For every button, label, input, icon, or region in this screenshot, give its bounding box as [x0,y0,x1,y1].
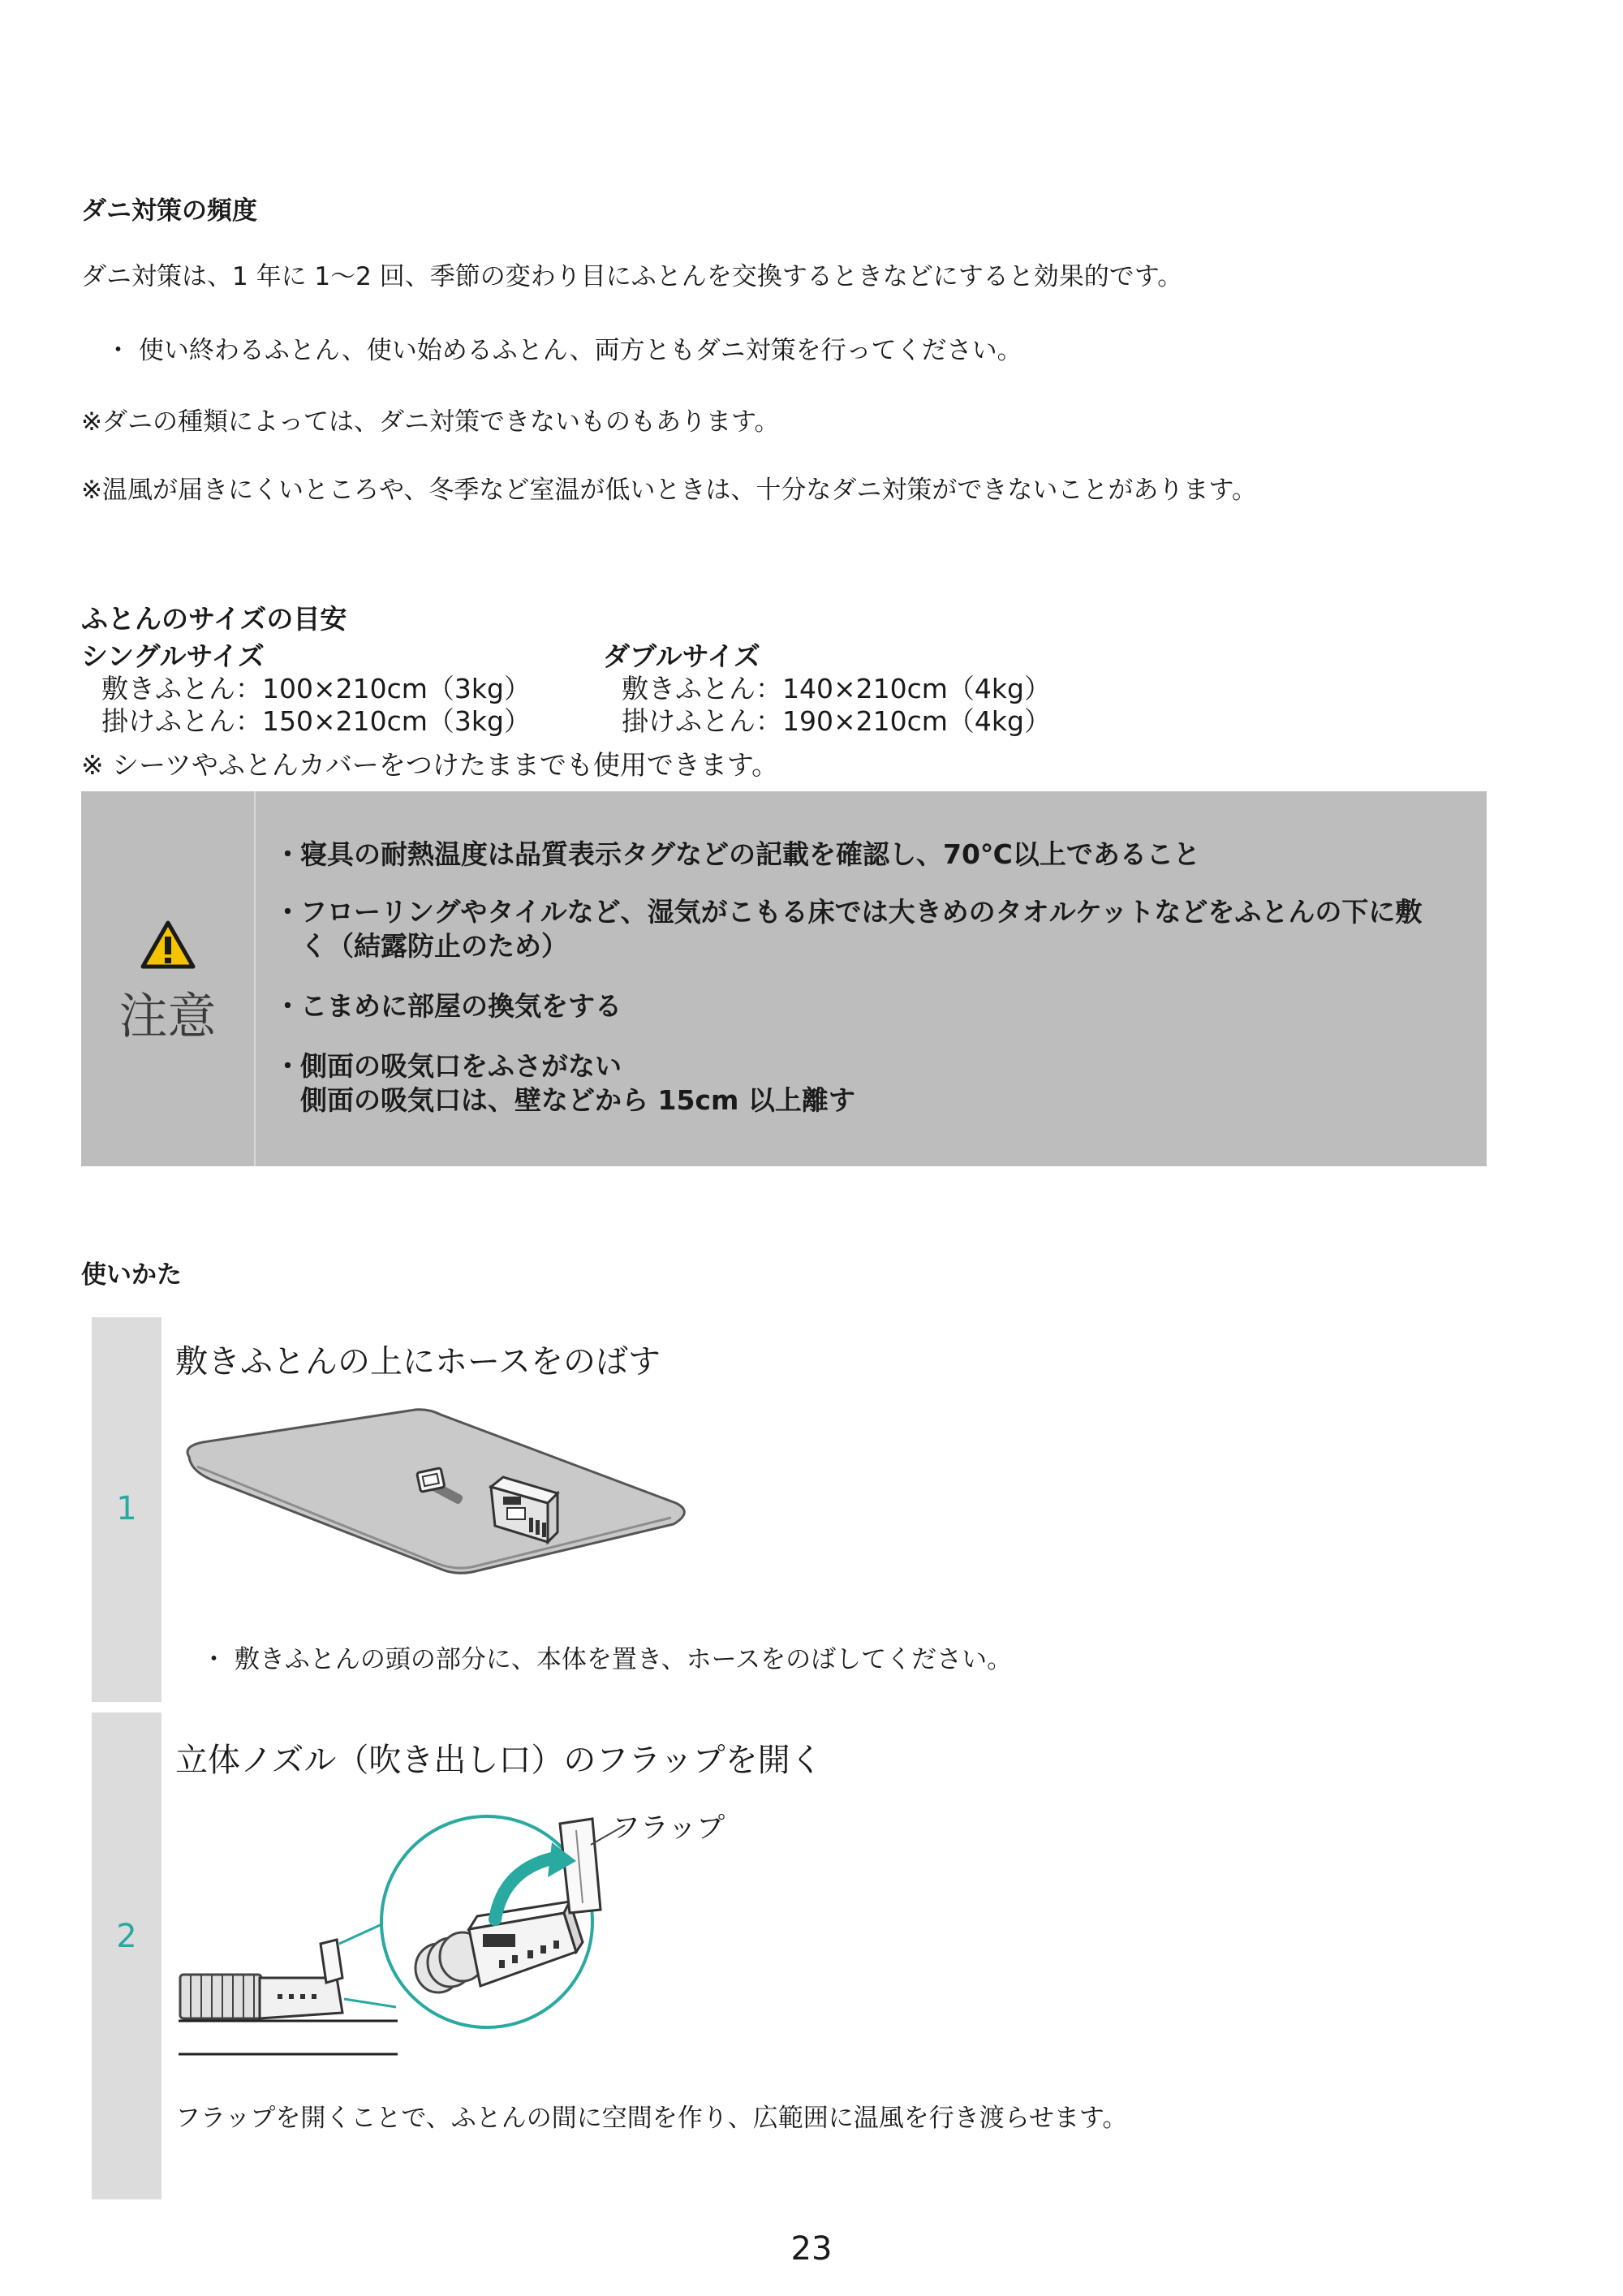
mite-bullet-row [105,336,1022,366]
caution-item [274,838,1200,872]
bullet-dot: ・ [274,838,301,870]
caution-item [274,989,622,1023]
caution-text: 側面の吸気口をふさがない [300,1050,622,1082]
caution-item [274,895,1423,963]
caution-text-continued: く（結露防止のため） [300,930,568,962]
caution-text-continued: 側面の吸気口は、壁などから 15cm 以上離す [300,1084,855,1116]
caution-label: 注意 [118,989,217,1045]
single-size-title: シングルサイズ [81,640,265,672]
warning-icon [140,920,196,970]
step-1-number: 1 [116,1490,137,1527]
step-1-title: 敷きふとんの上にホースをのばす [175,1343,661,1381]
mite-heading: ダニ対策の頻度 [81,196,257,226]
step-2-title: 立体ノズル（吹き出し口）のフラップを開く [175,1742,823,1779]
mite-note-2: ※温風が届きにくいところや、冬季など室温が低いときは、十分なダニ対策ができないことがあります。 [81,476,1257,505]
mite-bullet-text: 使い終わるふとん、使い始めるふとん、両方ともダニ対策を行ってください。 [138,336,1022,365]
bullet-dot: ・ [274,990,301,1022]
caution-text: こまめに部屋の換気をする [300,990,622,1022]
bullet-dot: ・ [201,1645,235,1674]
futon-hose-illustration [174,1404,694,1583]
mite-note-1: ※ダニの種類によっては、ダニ対策できないものもあります。 [81,407,780,437]
bullet-dot: ・ [274,896,301,928]
double-shiki: 敷きふとん：140×210cm（4kg） [622,673,1051,704]
caution-item [274,1049,855,1118]
size-note: ※ シーツやふとんカバーをつけたままでも使用できます。 [81,749,779,781]
caution-divider [254,791,256,1166]
page-number: 23 [790,2230,833,2268]
flap-callout-label: フラップ [612,1812,725,1845]
single-kake: 掛けふとん：150×210cm（3kg） [101,705,531,737]
step-2-bar [92,1712,161,2199]
caution-text: フローリングやタイルなど、湿気がこもる床では大きめのタオルケットなどをふとんの下に敷 [300,896,1423,928]
step-2-note: フラップを開くことで、ふとんの間に空間を作り、広範囲に温風を行き渡らせます。 [175,2104,1128,2133]
step-1-note [201,1645,1012,1675]
bullet-dot: ・ [274,1050,301,1082]
size-heading: ふとんのサイズの目安 [81,603,347,635]
double-kake: 掛けふとん：190×210cm（4kg） [622,705,1051,737]
step-2-number: 2 [116,1918,137,1955]
single-shiki: 敷きふとん：100×210cm（3kg） [101,673,531,704]
bullet-dot: ・ [105,336,139,365]
double-size-title: ダブルサイズ [603,640,761,672]
usage-heading: 使いかた [81,1260,182,1290]
mite-body: ダニ対策は、1 年に 1～2 回、季節の変わり目にふとんを交換するときなどにすると効果的です。 [81,262,1183,291]
caution-text: 寝具の耐熱温度は品質表示タグなどの記載を確認し、70℃以上であること [300,838,1200,870]
caution-box [81,791,1487,1166]
step-1-note-text: 敷きふとんの頭の部分に、本体を置き、ホースをのばしてください。 [234,1645,1013,1674]
